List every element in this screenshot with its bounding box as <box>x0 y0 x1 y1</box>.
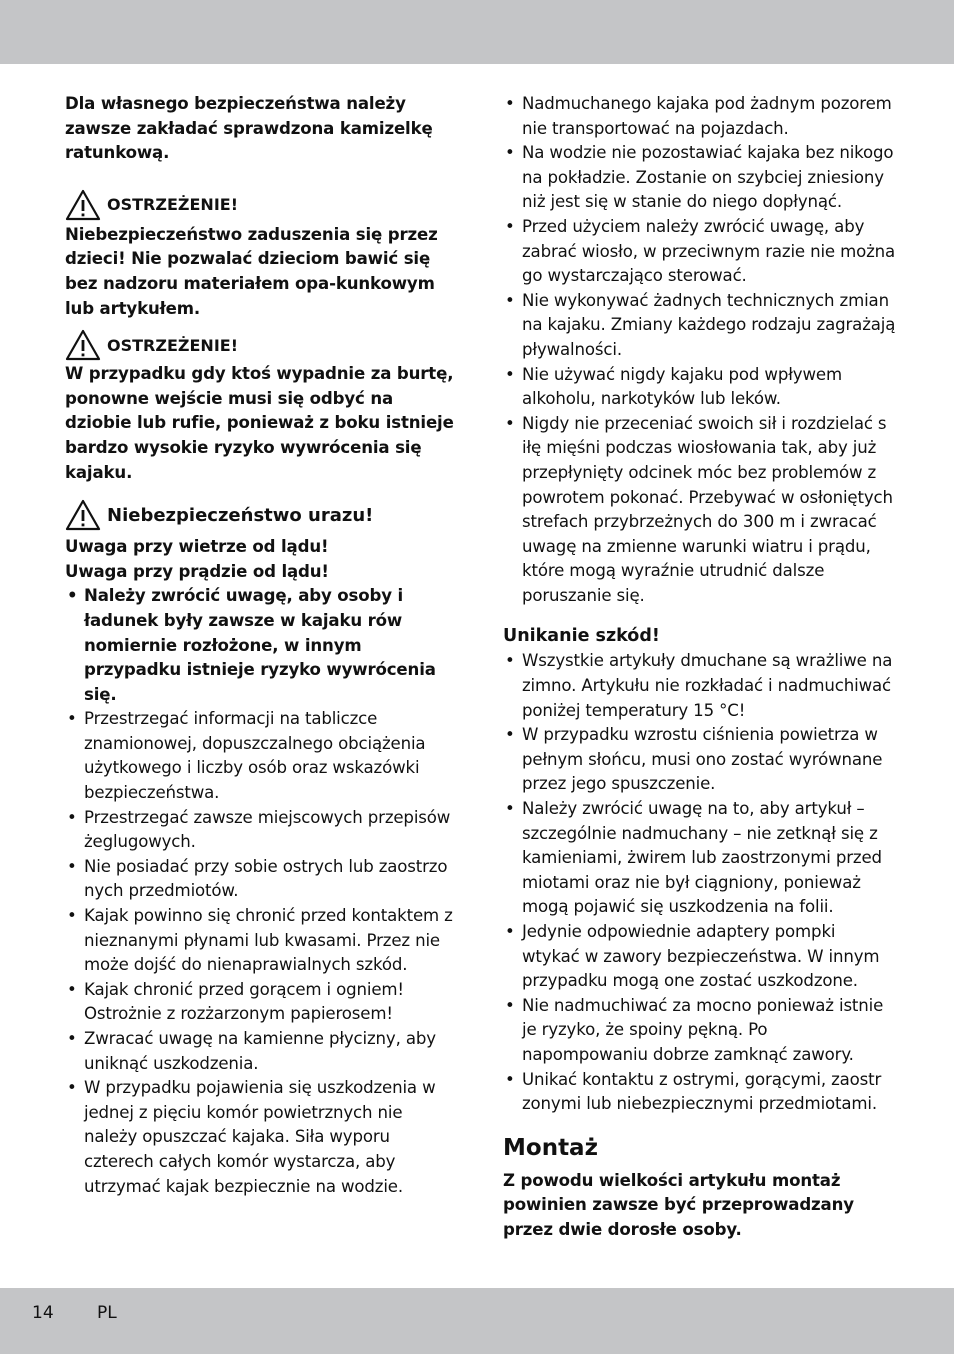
warning-triangle-icon <box>65 499 101 531</box>
list-item: • W przypadku pojawienia się uszkodzenia w jednej z pięciu komór powietrznych nie należy opuszczać kajaka. Siła wyporu czterech całych komór wystarcza, aby utrzymać kajak bezpiecznie na wodzie. <box>67 1078 436 1196</box>
injury-line-2: Uwaga przy prądzie od lądu! <box>65 561 329 581</box>
list-item: • Nie posiadać przy sobie ostrych lub zaostrzo nych przedmiotów. <box>67 856 448 901</box>
warning-triangle-icon <box>65 189 101 221</box>
list-item: • Jedynie odpowiednie adaptery pompki wtykać w zawory bezpieczeństwa. W innym przypadku mogą one zostać uszkodzone. <box>505 922 880 991</box>
header-bar <box>0 0 954 64</box>
damage-title: Unikanie szkód! <box>503 626 660 647</box>
injury-bullet-list <box>65 584 455 1199</box>
page-number: 14 <box>32 1303 54 1323</box>
warning-text-1: Niebezpieczeństwo zaduszenia się przez dzieci! Nie pozwalać dzieciom bawić się bez nadzoru materiałem opa-kunkowym lub artykułem. <box>65 224 438 318</box>
list-item: • Nigdy nie przeceniać swoich sił i rozdzielać s iłę mięśni podczas wiosłowania tak, aby już przepłynięty odcinek móc bez problemów z powrotem pokonać. Przebywać w osłoniętych strefach przybrzeżnych do 300 m i zwracać uwagę na zmienne warunki wiatru i prądu, które mogą wyraźnie utrudnić dalsze poruszanie się. <box>505 413 893 605</box>
list-item: • Wszystkie artykuły dmuchane są wrażliwe na zimno. Artykułu nie rozkładać i nadmuchiwać poniżej temperatury 15 °C! <box>505 651 893 720</box>
list-item: • Nadmuchanego kajaka pod żadnym pozorem nie transportować na pojazdach. <box>505 94 892 138</box>
injury-title: Niebezpieczeństwo urazu! <box>107 504 374 526</box>
list-item: • Kajak powinno się chronić przed kontaktem z nieznanymi płynami lub kwasami. Przez nie może dojść do nienaprawialnych szkód. <box>67 906 453 975</box>
right-column <box>503 92 898 1243</box>
list-item: • Należy zwrócić uwagę, aby osoby i ładunek były zawsze w kajaku rów nomiernie rozłożone, w innym przypadku istnieje ryzyko wywrócenia się. <box>67 586 436 704</box>
warning-heading-1 <box>65 189 455 221</box>
list-item: • Na wodzie nie pozostawiać kajaka bez nikogo na pokładzie. Zostanie on szybciej zniesiony niż jest się w stanie do niego dopłynąć. <box>505 143 894 212</box>
list-item: • Nie wykonywać żadnych technicznych zmian na kajaku. Zmiany każdego rodzaju zagrażają pływalności. <box>505 290 896 359</box>
list-item: • W przypadku wzrostu ciśnienia powietrza w pełnym słońcu, musi ono zostać wyrównane przez jego spuszczenie. <box>505 725 883 794</box>
list-item: • Nie nadmuchiwać za mocno ponieważ istnie je ryzyko, że spoiny pękną. Po napompowaniu dobrze zamknąć zawory. <box>505 995 884 1064</box>
safety-bullet-list <box>503 92 898 608</box>
warning-title: OSTRZEŻENIE! <box>107 195 238 215</box>
list-item: • Przestrzegać zawsze miejscowych przepisów żeglugowych. <box>67 807 451 852</box>
injury-line-1: Uwaga przy wietrze od lądu! <box>65 537 329 557</box>
assembly-title: Montaż <box>503 1134 598 1161</box>
list-item: • Należy zwrócić uwagę na to, aby artykuł – szczególnie nadmuchany – nie zetknął się z kamieniami, żwirem lub zaostrzonymi przed miotami oraz nie był ciągniony, ponieważ mogą pojawić się uszkodzenia na folii. <box>505 799 882 917</box>
intro-paragraph: Dla własnego bezpieczeństwa należy zawsze zakładać sprawdzona kamizelkę ratunkową. <box>65 94 433 163</box>
list-item: • Przed użyciem należy zwrócić uwagę, aby zabrać wiosło, w przeciwnym razie nie można go wystarczająco sterować. <box>505 216 896 286</box>
list-item: • Unikać kontaktu z ostrymi, gorącymi, zaostr zonymi lub niebezpiecznymi przedmiotami. <box>505 1069 882 1114</box>
assembly-text: Z powodu wielkości artykułu montaż powinien zawsze być przeprowadzany przez dwie dorosłe osoby. <box>503 1170 854 1239</box>
injury-heading <box>65 499 455 531</box>
language-code: PL <box>97 1303 117 1323</box>
left-column <box>65 92 455 1199</box>
warning-heading-2 <box>65 329 455 361</box>
warning-title: OSTRZEŻENIE! <box>107 335 238 355</box>
damage-bullet-list <box>503 649 898 1116</box>
footer-bar <box>0 1288 954 1354</box>
list-item: • Zwracać uwagę na kamienne płycizny, aby uniknąć uszkodzenia. <box>67 1029 436 1073</box>
list-item: • Nie używać nigdy kajaku pod wpływem alkoholu, narkotyków lub leków. <box>505 364 842 409</box>
warning-triangle-icon <box>65 329 101 361</box>
list-item: • Przestrzegać informacji na tabliczce znamionowej, dopuszczalnego obciążenia użytkowego i liczby osób oraz wskazówki bezpieczeństwa. <box>67 709 426 803</box>
list-item: • Kajak chronić przed gorącem i ogniem! Ostrożnie z rozżarzonym papierosem! <box>67 979 404 1024</box>
warning-text-2: W przypadku gdy ktoś wypadnie za burtę, ponowne wejście musi się odbyć na dziobie lub rufie, ponieważ z boku istnieje bardzo wysokie ryzyko wywrócenia się kajaku. <box>65 364 454 482</box>
